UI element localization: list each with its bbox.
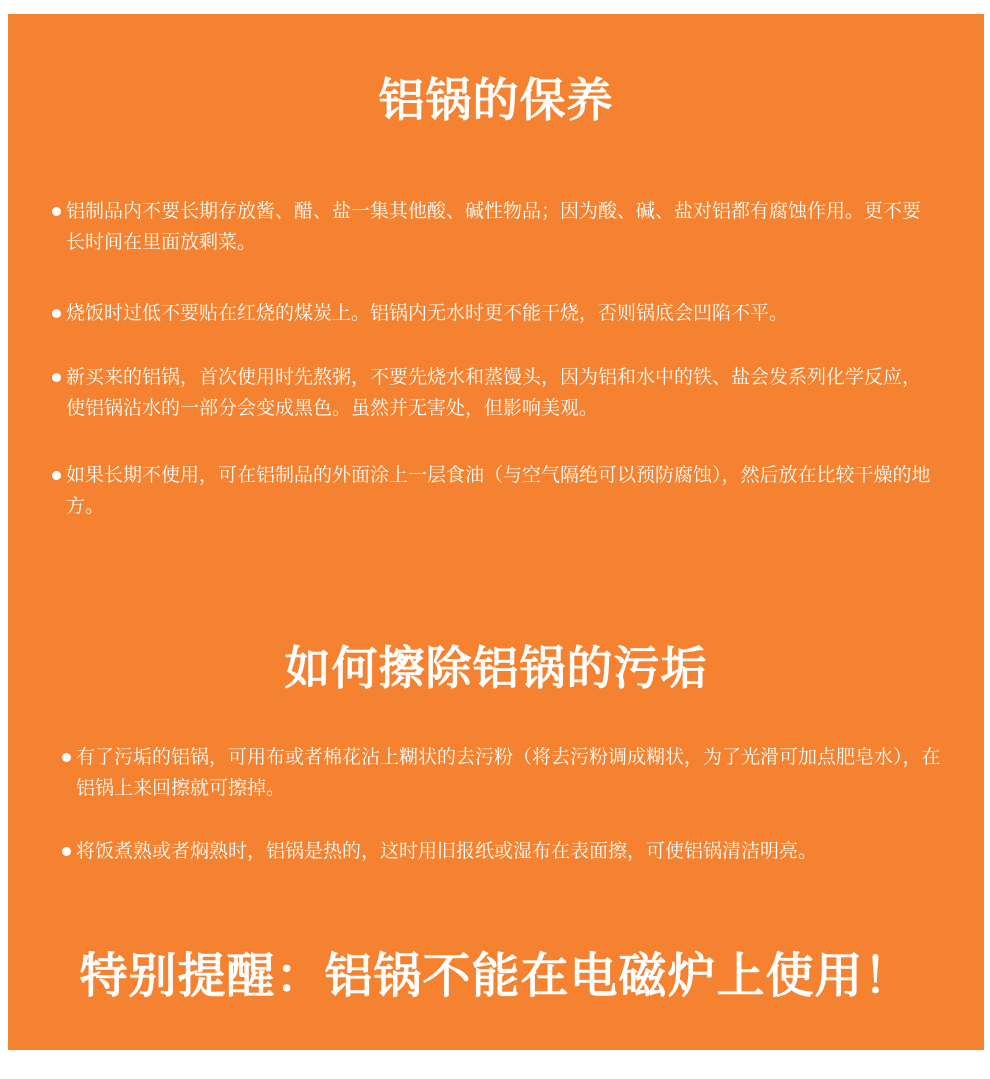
bullet-dot-icon <box>52 373 61 382</box>
orange-panel <box>8 14 984 1050</box>
list-item <box>52 196 932 258</box>
list-item <box>62 742 942 804</box>
bullet-dot-icon <box>52 309 61 318</box>
bullet-dot-icon <box>52 471 61 480</box>
section-title-maintenance: 铝锅的保养 <box>378 73 614 127</box>
special-reminder: 特别提醒：铝锅不能在电磁炉上使用！ <box>79 948 913 1004</box>
list-item-text: 将饭煮熟或者焖熟时，铝锅是热的，这时用旧报纸或湿布在表面擦，可使铝锅清洁明亮。 <box>76 840 818 862</box>
list-item-text: 如果长期不使用，可在铝制品的外面涂上一层食油（与空气隔绝可以预防腐蚀），然后放在比较干燥的地方。 <box>66 464 931 517</box>
list-item <box>52 362 932 424</box>
list-item-text: 新买来的铝锅，首次使用时先熬粥，不要先烧水和蒸馒头，因为铝和水中的铁、盐会发系列化学反应，使铝锅沾水的一部分会变成黑色。虽然并无害处，但影响美观。 <box>66 366 922 419</box>
bullet-dot-icon <box>62 753 71 762</box>
list-item-text: 烧饭时过低不要贴在红烧的煤炭上。铝锅内无水时更不能干烧，否则锅底会凹陷不平。 <box>66 302 789 324</box>
section-title-cleaning: 如何擦除铝锅的污垢 <box>284 641 708 695</box>
list-item <box>52 298 932 329</box>
bullet-dot-icon <box>52 207 61 216</box>
list-item <box>52 460 932 522</box>
bullet-dot-icon <box>62 847 71 856</box>
list-item <box>62 836 942 867</box>
list-item-text: 有了污垢的铝锅，可用布或者棉花沾上糊状的去污粉（将去污粉调成糊状，为了光滑可加点肥皂水），在铝锅上来回擦就可擦掉。 <box>76 746 941 799</box>
list-item-text: 铝制品内不要长期存放酱、醋、盐一集其他酸、碱性物品；因为酸、碱、盐对铝都有腐蚀作用。更不要长时间在里面放剩菜。 <box>66 200 922 253</box>
